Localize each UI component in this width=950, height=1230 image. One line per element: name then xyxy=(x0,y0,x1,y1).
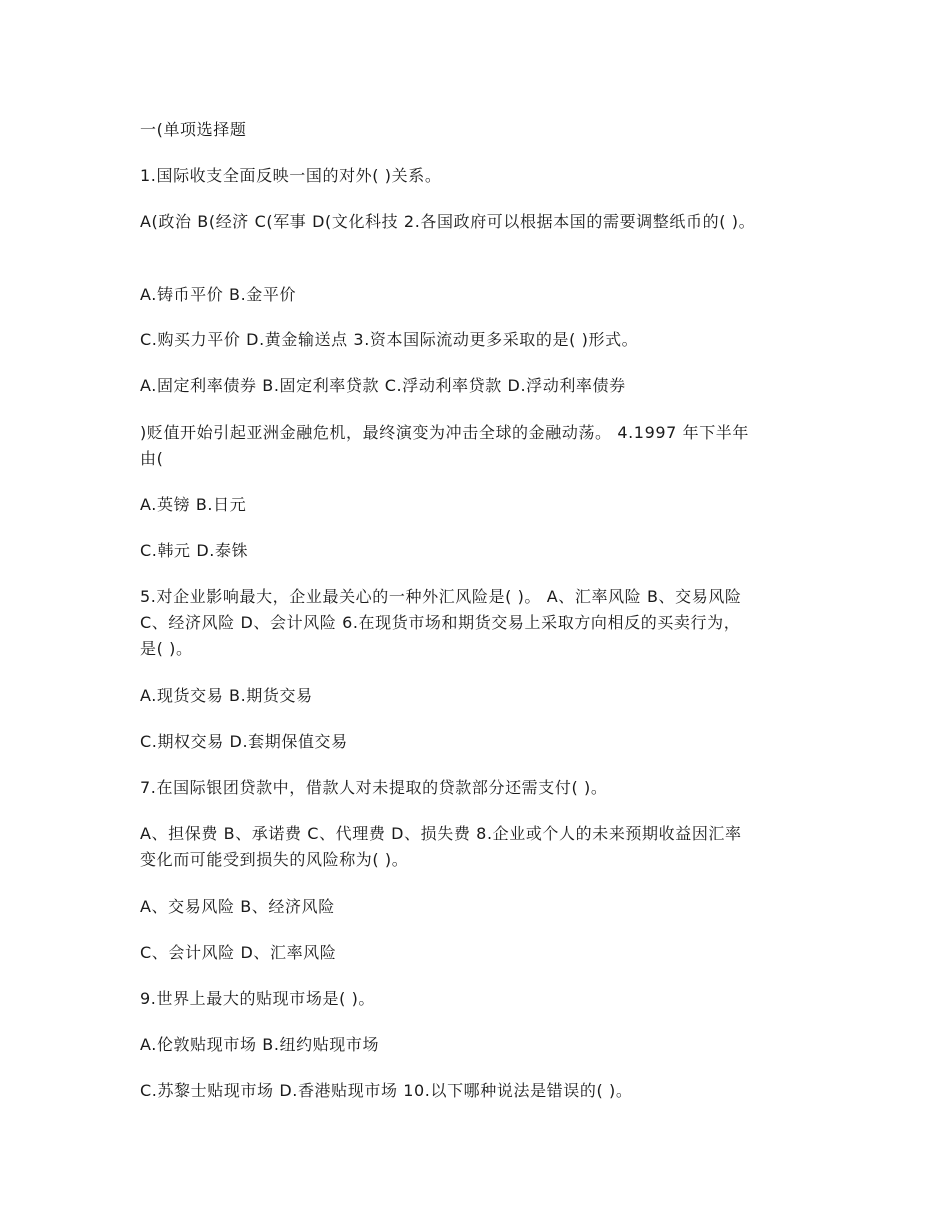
question-4-options-cd: C.韩元 D.泰铢 xyxy=(140,541,249,560)
question-1-options: A(政治 B(经济 C(军事 D(文化科技 2.各国政府可以根据本国的需要调整纸币的( )。 xyxy=(140,212,756,231)
question-4-text-cont: 由( xyxy=(140,449,164,468)
question-2-options-cd: C.购买力平价 D.黄金输送点 3.资本国际流动更多采取的是( )形式。 xyxy=(140,330,639,349)
question-4-text: )贬值开始引起亚洲金融危机，最终演变为冲击全球的金融动荡。 4.1997 年下半年 xyxy=(140,423,749,442)
question-9-options-cd: C.苏黎士贴现市场 D.香港贴现市场 10.以下哪种说法是错误的( )。 xyxy=(140,1081,633,1100)
question-6-text-cont: 是( )。 xyxy=(140,639,193,658)
question-1: 1.国际收支全面反映一国的对外( )关系。 xyxy=(140,166,442,185)
question-9-options-ab: A.伦敦贴现市场 B.纽约贴现市场 xyxy=(140,1035,380,1054)
question-4-options-ab: A.英镑 B.日元 xyxy=(140,495,247,514)
question-2-options-ab: A.铸币平价 B.金平价 xyxy=(140,285,297,304)
question-8-text-cont: 变化而可能受到损失的风险称为( )。 xyxy=(140,850,409,869)
section-heading: 一(单项选择题 xyxy=(140,120,247,139)
question-7-options: A、担保费 B、承诺费 C、代理费 D、损失费 8.企业或个人的未来预期收益因汇率 xyxy=(140,824,742,843)
question-3-options: A.固定利率债券 B.固定利率贷款 C.浮动利率贷款 D.浮动利率债券 xyxy=(140,376,626,395)
question-5-options-cont: C、经济风险 D、会计风险 6.在现货市场和期货交易上采取方向相反的买卖行为， xyxy=(140,613,741,632)
question-6-options-ab: A.现货交易 B.期货交易 xyxy=(140,686,313,705)
question-6-options-cd: C.期权交易 D.套期保值交易 xyxy=(140,732,348,751)
question-7: 7.在国际银团贷款中，借款人对未提取的贷款部分还需支付( )。 xyxy=(140,778,608,797)
question-8-options-cd: C、会计风险 D、汇率风险 xyxy=(140,943,337,962)
question-8-options-ab: A、交易风险 B、经济风险 xyxy=(140,897,335,916)
question-5: 5.对企业影响最大，企业最关心的一种外汇风险是( )。 A、汇率风险 B、交易风险 xyxy=(140,587,742,606)
question-9: 9.世界上最大的贴现市场是( )。 xyxy=(140,989,376,1008)
